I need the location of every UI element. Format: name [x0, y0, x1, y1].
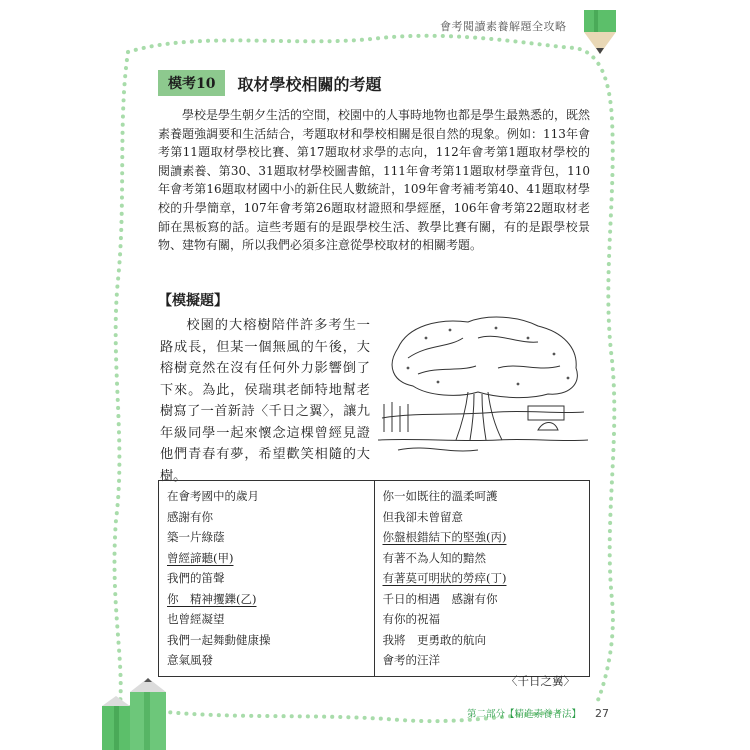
section-title: 取材學校相關的考題: [237, 74, 382, 94]
banyan-tree-illustration: [378, 308, 588, 458]
poem-line-underlined: 曾經諦聽(甲): [167, 550, 234, 565]
story-paragraph: 校園的大榕樹陪伴許多考生一路成長，但某一個無風的午後，大榕樹竟然在沒有任何外力影響倒了下來。為此，侯瑞琪老師特地幫老樹寫了一首新詩〈千日之翼〉，讓九年級同學一起來懷念這棵曾經見證他們青春有夢，希望歡笑相隨的大樹。: [160, 318, 370, 484]
poem-line: 築一片綠蔭: [167, 530, 225, 544]
poem-line: 但我卻未曾留意: [382, 509, 463, 524]
intro-paragraph: 學校是學生朝夕生活的空間，校園中的人事時地物也都是學生最熟悉的，既然素養題強調要和生活結合，考題取材和學校相關是很自然的現象。例如：113年會考第11題取材學校比賽、第17題取材求學的志向，112年會考第1題取材學校的閱讀素養、第30、31題取材學校圖書館，111年會考第11題取材學童背包，110年會考第16題取材國中小的新住民人數統計，109年會考補考第40、41題取材學校的升學簡章，107年會考第26題取材證照和學經歷，106年會考第22題取材老師在黑板寫的話。這些考題有的是跟學校生活、教學比賽有關，有的是跟學校景物、建物有關，所以我們必須多注意從學校取材的相關考題。: [158, 108, 591, 253]
poem-caption: 〈千日之翼〉: [506, 673, 575, 688]
poem-line-underlined: 有著莫可明狀的勞瘁(丁): [382, 571, 507, 585]
poem-line: 也曾經凝望: [167, 612, 225, 626]
poem-line: 你一如既往的溫柔呵護: [382, 489, 498, 503]
poem-line: 有你的祝福: [382, 612, 440, 626]
section-heading: [158, 70, 382, 96]
section-tag: 模考10: [158, 70, 225, 96]
page-number: 27: [595, 706, 610, 720]
page-footer: [467, 706, 609, 720]
poem-table: [158, 480, 590, 688]
poem-line-underlined: 你 精神攫鑠(乙): [167, 591, 257, 606]
poem-line: 我們一起舞動健康操: [167, 632, 271, 647]
pencil-top-right-icon: [582, 10, 618, 56]
poem-line: 有著不為人知的黯然: [382, 550, 486, 565]
poem-line-underlined: 你盤根錯結下的堅強(丙): [382, 530, 507, 544]
poem-line: 我將 更勇敢的航向: [382, 632, 486, 647]
running-header: 會考閱讀素養解題全攻略: [440, 20, 567, 33]
poem-left-column: [159, 481, 375, 676]
poem-line: 在會考國中的歲月: [167, 489, 259, 503]
pencils-bottom-left-icon: [94, 676, 180, 750]
mock-question-label: 【模擬題】: [158, 293, 228, 309]
footer-section-title: 第二部分【精進素養者法】: [467, 709, 582, 720]
poem-line: 我們的笛聲: [167, 571, 225, 585]
poem-line: 意氣風發: [167, 653, 213, 667]
poem-line: 感謝有你: [167, 509, 213, 524]
poem-line: 千日的相遇 感謝有你: [382, 591, 498, 606]
poem-right-column: [375, 481, 590, 688]
poem-line: 會考的汪洋: [382, 653, 440, 667]
